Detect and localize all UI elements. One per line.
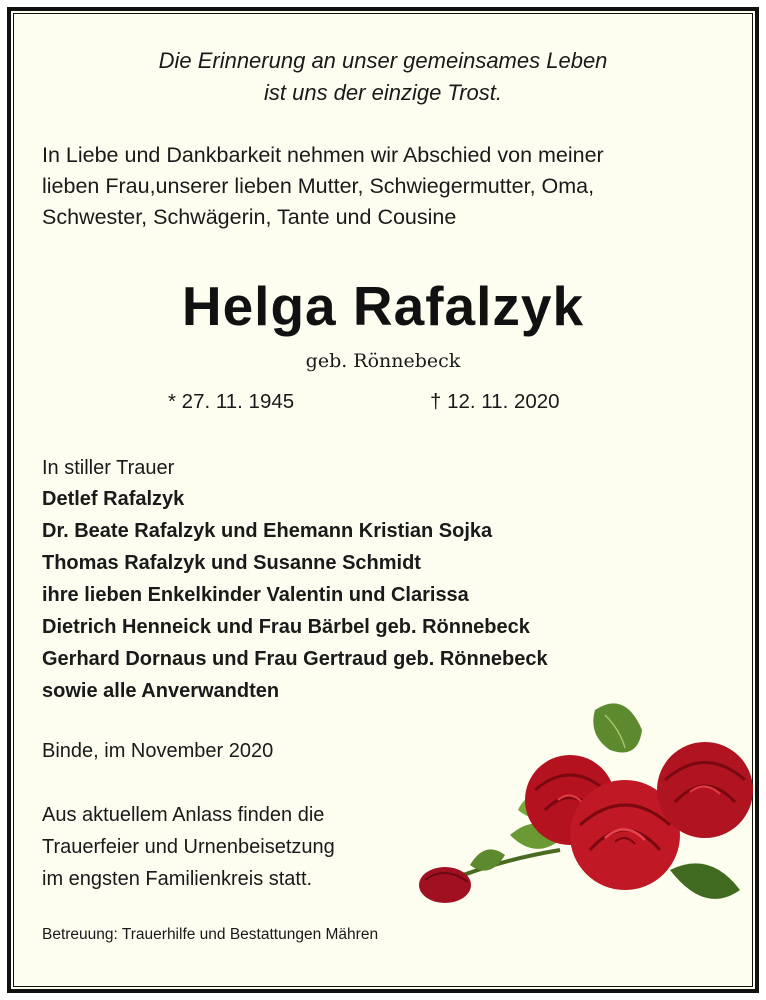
notice-line-2: Trauerfeier und Urnenbeisetzung [42, 836, 335, 858]
motto-line-2: ist uns der einzige Trost. [263, 80, 503, 105]
intro-line-3: Schwester, Schwägerin, Tante und Cousine [42, 205, 457, 229]
mourner-3: Thomas Rafalzyk und Susanne Schmidt [42, 552, 421, 574]
mourner-2: Dr. Beate Rafalzyk und Ehemann Kristian Sojka [42, 520, 493, 542]
mourner-5: Dietrich Henneick und Frau Bärbel geb. Rönnebeck [42, 616, 530, 638]
intro-line-1: In Liebe und Dankbarkeit nehmen wir Abschied von meiner [42, 143, 604, 167]
intro-line-2: lieben Frau,unserer lieben Mutter, Schwiegermutter, Oma, [42, 174, 595, 198]
mourner-4: ihre lieben Enkelkinder Valentin und Clarissa [42, 584, 469, 606]
funeral-home-credit: Betreuung: Trauerhilfe und Bestattungen Mähren [42, 926, 379, 943]
mourner-6: Gerhard Dornaus und Frau Gertraud geb. Rönnebeck [42, 648, 548, 670]
notice-line-3: im engsten Familienkreis statt. [42, 868, 313, 890]
mourner-7: sowie alle Anverwandten [42, 680, 280, 702]
death-date: † 12. 11. 2020 [430, 390, 560, 413]
deceased-name: Helga Rafalzyk [181, 275, 585, 337]
born-name: geb. Rönnebeck [305, 350, 461, 372]
motto-line-1: Die Erinnerung an unser gemeinsames Leben [158, 48, 608, 73]
notice-line-1: Aus aktuellem Anlass finden die [42, 804, 325, 826]
roses-illustration [410, 690, 755, 920]
mourner-1: Detlef Rafalzyk [42, 488, 185, 510]
birth-date: * 27. 11. 1945 [168, 390, 295, 413]
mourners-heading: In stiller Trauer [42, 457, 175, 479]
place-date: Binde, im November 2020 [42, 740, 274, 762]
